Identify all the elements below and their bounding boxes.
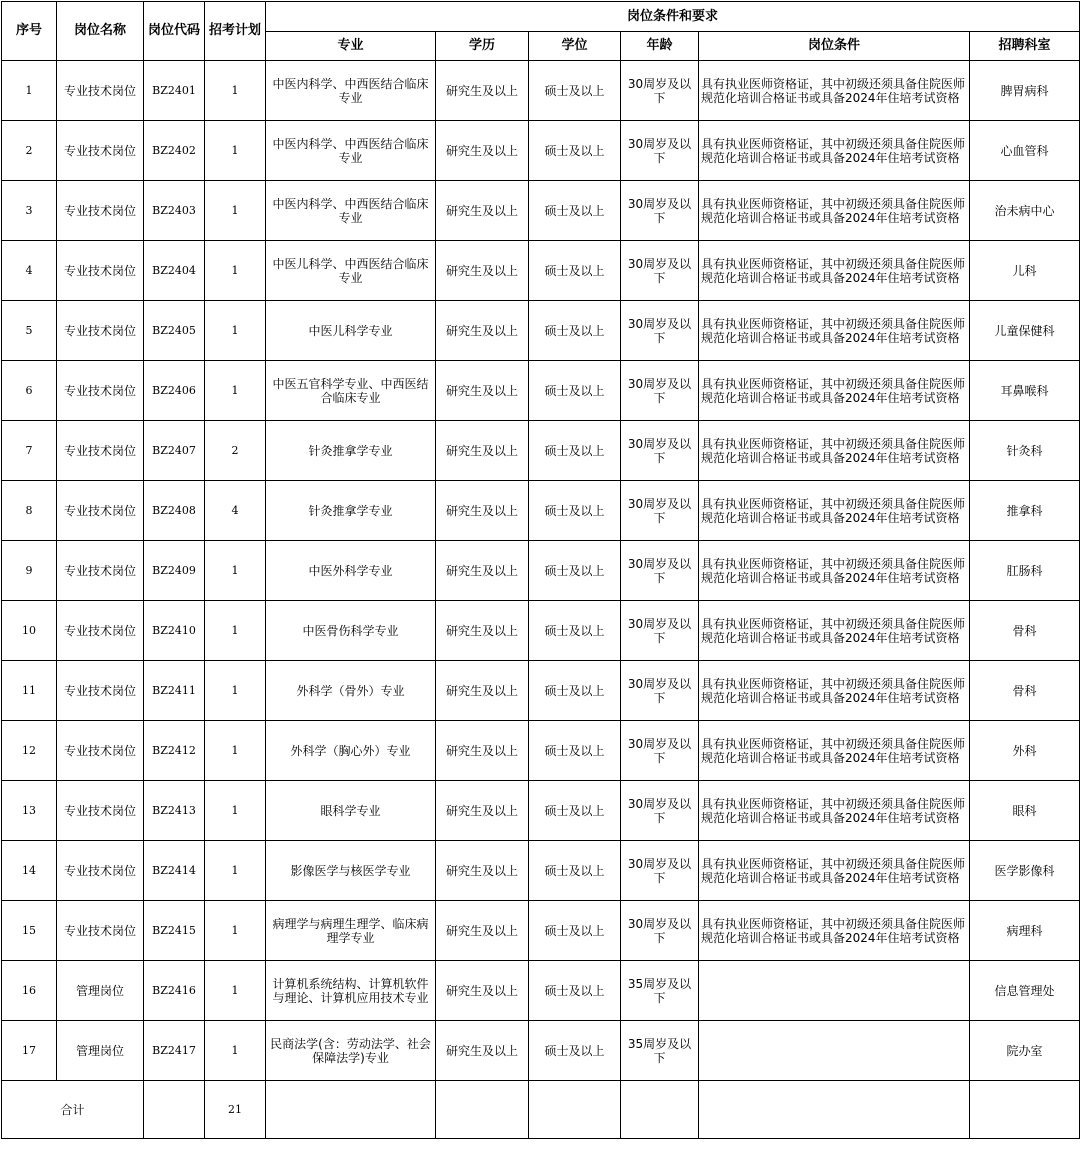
cell-plan: 1	[205, 301, 266, 361]
cell-major: 眼科学专业	[266, 781, 436, 841]
cell-degree: 硕士及以上	[529, 901, 621, 961]
cell-conditions: 具有执业医师资格证，其中初级还须具备住院医师规范化培训合格证书或具备2024年住培考试资格	[699, 241, 970, 301]
cell-department: 病理科	[970, 901, 1080, 961]
cell-plan: 1	[205, 241, 266, 301]
cell-age: 30周岁及以下	[621, 541, 699, 601]
table-row	[2, 1021, 1080, 1081]
cell-seq: 10	[2, 601, 57, 661]
cell-plan: 2	[205, 421, 266, 481]
cell-post-code: BZ2402	[144, 121, 205, 181]
cell-major: 针灸推拿学专业	[266, 481, 436, 541]
total-plan: 21	[205, 1081, 266, 1139]
cell-major: 影像医学与核医学专业	[266, 841, 436, 901]
cell-age: 30周岁及以下	[621, 481, 699, 541]
cell-education: 研究生及以上	[436, 181, 529, 241]
total-empty-education	[436, 1081, 529, 1139]
cell-seq: 16	[2, 961, 57, 1021]
cell-seq: 4	[2, 241, 57, 301]
header-age: 年龄	[621, 32, 699, 61]
cell-department: 儿童保健科	[970, 301, 1080, 361]
cell-age: 30周岁及以下	[621, 301, 699, 361]
cell-post-code: BZ2407	[144, 421, 205, 481]
cell-degree: 硕士及以上	[529, 781, 621, 841]
cell-plan: 1	[205, 601, 266, 661]
cell-age: 30周岁及以下	[621, 241, 699, 301]
cell-education: 研究生及以上	[436, 721, 529, 781]
table-row	[2, 721, 1080, 781]
cell-post-name: 专业技术岗位	[57, 601, 144, 661]
cell-department: 针灸科	[970, 421, 1080, 481]
cell-major: 中医内科学、中西医结合临床专业	[266, 181, 436, 241]
cell-post-name: 管理岗位	[57, 1021, 144, 1081]
table-row	[2, 781, 1080, 841]
cell-department: 肛肠科	[970, 541, 1080, 601]
cell-department: 骨科	[970, 601, 1080, 661]
cell-plan: 1	[205, 1021, 266, 1081]
table-row	[2, 961, 1080, 1021]
cell-major: 中医儿科学、中西医结合临床专业	[266, 241, 436, 301]
cell-seq: 8	[2, 481, 57, 541]
cell-post-name: 专业技术岗位	[57, 181, 144, 241]
cell-major: 中医内科学、中西医结合临床专业	[266, 121, 436, 181]
cell-department: 信息管理处	[970, 961, 1080, 1021]
cell-education: 研究生及以上	[436, 1021, 529, 1081]
cell-seq: 1	[2, 61, 57, 121]
cell-department: 骨科	[970, 661, 1080, 721]
table-row	[2, 841, 1080, 901]
table-row	[2, 421, 1080, 481]
cell-department: 推拿科	[970, 481, 1080, 541]
cell-major: 针灸推拿学专业	[266, 421, 436, 481]
header-major: 专业	[266, 32, 436, 61]
cell-post-code: BZ2401	[144, 61, 205, 121]
cell-education: 研究生及以上	[436, 361, 529, 421]
total-empty-conditions	[699, 1081, 970, 1139]
cell-department: 眼科	[970, 781, 1080, 841]
cell-plan: 1	[205, 901, 266, 961]
total-empty-code	[144, 1081, 205, 1139]
header-plan: 招考计划	[205, 2, 266, 61]
total-empty-major	[266, 1081, 436, 1139]
total-empty-department	[970, 1081, 1080, 1139]
cell-degree: 硕士及以上	[529, 241, 621, 301]
cell-education: 研究生及以上	[436, 781, 529, 841]
cell-post-code: BZ2416	[144, 961, 205, 1021]
cell-seq: 13	[2, 781, 57, 841]
cell-department: 治未病中心	[970, 181, 1080, 241]
table-row	[2, 301, 1080, 361]
header-post-code: 岗位代码	[144, 2, 205, 61]
cell-seq: 17	[2, 1021, 57, 1081]
recruitment-table	[1, 1, 1080, 1139]
cell-degree: 硕士及以上	[529, 721, 621, 781]
cell-plan: 1	[205, 961, 266, 1021]
cell-post-code: BZ2403	[144, 181, 205, 241]
cell-education: 研究生及以上	[436, 961, 529, 1021]
cell-education: 研究生及以上	[436, 481, 529, 541]
cell-seq: 9	[2, 541, 57, 601]
cell-major: 中医五官科学专业、中西医结合临床专业	[266, 361, 436, 421]
cell-seq: 5	[2, 301, 57, 361]
cell-conditions: 具有执业医师资格证，其中初级还须具备住院医师规范化培训合格证书或具备2024年住培考试资格	[699, 661, 970, 721]
cell-education: 研究生及以上	[436, 541, 529, 601]
cell-conditions: 具有执业医师资格证，其中初级还须具备住院医师规范化培训合格证书或具备2024年住培考试资格	[699, 541, 970, 601]
table-body	[2, 61, 1080, 1081]
cell-post-code: BZ2408	[144, 481, 205, 541]
cell-age: 30周岁及以下	[621, 841, 699, 901]
table-row	[2, 361, 1080, 421]
cell-major: 外科学（胸心外）专业	[266, 721, 436, 781]
cell-post-code: BZ2413	[144, 781, 205, 841]
cell-degree: 硕士及以上	[529, 481, 621, 541]
cell-plan: 4	[205, 481, 266, 541]
cell-department: 外科	[970, 721, 1080, 781]
cell-age: 35周岁及以下	[621, 1021, 699, 1081]
cell-post-name: 专业技术岗位	[57, 241, 144, 301]
cell-age: 30周岁及以下	[621, 181, 699, 241]
cell-post-name: 专业技术岗位	[57, 841, 144, 901]
total-empty-degree	[529, 1081, 621, 1139]
cell-conditions: 具有执业医师资格证，其中初级还须具备住院医师规范化培训合格证书或具备2024年住培考试资格	[699, 841, 970, 901]
cell-education: 研究生及以上	[436, 61, 529, 121]
cell-education: 研究生及以上	[436, 301, 529, 361]
cell-post-code: BZ2412	[144, 721, 205, 781]
cell-degree: 硕士及以上	[529, 541, 621, 601]
cell-conditions: 具有执业医师资格证，其中初级还须具备住院医师规范化培训合格证书或具备2024年住培考试资格	[699, 481, 970, 541]
cell-post-name: 专业技术岗位	[57, 781, 144, 841]
total-empty-age	[621, 1081, 699, 1139]
cell-plan: 1	[205, 61, 266, 121]
cell-education: 研究生及以上	[436, 601, 529, 661]
cell-conditions: 具有执业医师资格证，其中初级还须具备住院医师规范化培训合格证书或具备2024年住培考试资格	[699, 61, 970, 121]
cell-plan: 1	[205, 541, 266, 601]
header-conditions: 岗位条件	[699, 32, 970, 61]
cell-plan: 1	[205, 181, 266, 241]
cell-degree: 硕士及以上	[529, 361, 621, 421]
cell-degree: 硕士及以上	[529, 301, 621, 361]
cell-major: 外科学（骨外）专业	[266, 661, 436, 721]
table-row	[2, 481, 1080, 541]
cell-education: 研究生及以上	[436, 121, 529, 181]
cell-major: 病理学与病理生理学、临床病理学专业	[266, 901, 436, 961]
cell-conditions: 具有执业医师资格证，其中初级还须具备住院医师规范化培训合格证书或具备2024年住培考试资格	[699, 721, 970, 781]
cell-degree: 硕士及以上	[529, 661, 621, 721]
cell-degree: 硕士及以上	[529, 121, 621, 181]
cell-post-code: BZ2411	[144, 661, 205, 721]
cell-major: 中医内科学、中西医结合临床专业	[266, 61, 436, 121]
cell-education: 研究生及以上	[436, 841, 529, 901]
cell-seq: 14	[2, 841, 57, 901]
cell-degree: 硕士及以上	[529, 601, 621, 661]
cell-degree: 硕士及以上	[529, 181, 621, 241]
cell-degree: 硕士及以上	[529, 961, 621, 1021]
cell-seq: 11	[2, 661, 57, 721]
cell-post-code: BZ2414	[144, 841, 205, 901]
cell-plan: 1	[205, 121, 266, 181]
table-row	[2, 661, 1080, 721]
table-row	[2, 61, 1080, 121]
cell-conditions	[699, 961, 970, 1021]
cell-conditions: 具有执业医师资格证，其中初级还须具备住院医师规范化培训合格证书或具备2024年住培考试资格	[699, 121, 970, 181]
header-department: 招聘科室	[970, 32, 1080, 61]
cell-conditions: 具有执业医师资格证，其中初级还须具备住院医师规范化培训合格证书或具备2024年住培考试资格	[699, 421, 970, 481]
cell-seq: 2	[2, 121, 57, 181]
cell-age: 30周岁及以下	[621, 661, 699, 721]
cell-post-name: 专业技术岗位	[57, 61, 144, 121]
cell-post-name: 专业技术岗位	[57, 121, 144, 181]
cell-age: 30周岁及以下	[621, 121, 699, 181]
cell-plan: 1	[205, 781, 266, 841]
cell-post-name: 专业技术岗位	[57, 421, 144, 481]
cell-degree: 硕士及以上	[529, 1021, 621, 1081]
cell-conditions: 具有执业医师资格证，其中初级还须具备住院医师规范化培训合格证书或具备2024年住培考试资格	[699, 361, 970, 421]
cell-seq: 6	[2, 361, 57, 421]
cell-plan: 1	[205, 361, 266, 421]
cell-seq: 3	[2, 181, 57, 241]
cell-department: 院办室	[970, 1021, 1080, 1081]
cell-degree: 硕士及以上	[529, 61, 621, 121]
cell-post-name: 专业技术岗位	[57, 361, 144, 421]
cell-post-code: BZ2410	[144, 601, 205, 661]
cell-conditions: 具有执业医师资格证，其中初级还须具备住院医师规范化培训合格证书或具备2024年住培考试资格	[699, 301, 970, 361]
cell-post-name: 专业技术岗位	[57, 901, 144, 961]
table-row	[2, 241, 1080, 301]
cell-department: 医学影像科	[970, 841, 1080, 901]
cell-degree: 硕士及以上	[529, 841, 621, 901]
header-degree: 学位	[529, 32, 621, 61]
header-group-requirements: 岗位条件和要求	[266, 2, 1080, 32]
cell-plan: 1	[205, 721, 266, 781]
cell-age: 30周岁及以下	[621, 781, 699, 841]
cell-degree: 硕士及以上	[529, 421, 621, 481]
cell-education: 研究生及以上	[436, 661, 529, 721]
cell-post-name: 专业技术岗位	[57, 481, 144, 541]
cell-post-code: BZ2415	[144, 901, 205, 961]
header-seq: 序号	[2, 2, 57, 61]
cell-department: 脾胃病科	[970, 61, 1080, 121]
cell-major: 民商法学(含：劳动法学、社会保障法学)专业	[266, 1021, 436, 1081]
cell-age: 30周岁及以下	[621, 361, 699, 421]
table-row	[2, 121, 1080, 181]
cell-conditions: 具有执业医师资格证，其中初级还须具备住院医师规范化培训合格证书或具备2024年住培考试资格	[699, 901, 970, 961]
table-row	[2, 601, 1080, 661]
cell-department: 心血管科	[970, 121, 1080, 181]
cell-post-name: 管理岗位	[57, 961, 144, 1021]
cell-plan: 1	[205, 841, 266, 901]
total-label: 合计	[2, 1081, 144, 1139]
cell-post-code: BZ2417	[144, 1021, 205, 1081]
cell-post-name: 专业技术岗位	[57, 541, 144, 601]
cell-age: 30周岁及以下	[621, 901, 699, 961]
cell-age: 35周岁及以下	[621, 961, 699, 1021]
cell-post-code: BZ2406	[144, 361, 205, 421]
cell-major: 计算机系统结构、计算机软件与理论、计算机应用技术专业	[266, 961, 436, 1021]
cell-age: 30周岁及以下	[621, 721, 699, 781]
cell-age: 30周岁及以下	[621, 61, 699, 121]
cell-conditions	[699, 1021, 970, 1081]
cell-department: 耳鼻喉科	[970, 361, 1080, 421]
cell-age: 30周岁及以下	[621, 601, 699, 661]
cell-conditions: 具有执业医师资格证，其中初级还须具备住院医师规范化培训合格证书或具备2024年住培考试资格	[699, 601, 970, 661]
cell-post-name: 专业技术岗位	[57, 301, 144, 361]
cell-major: 中医骨伤科学专业	[266, 601, 436, 661]
cell-conditions: 具有执业医师资格证，其中初级还须具备住院医师规范化培训合格证书或具备2024年住培考试资格	[699, 181, 970, 241]
cell-post-name: 专业技术岗位	[57, 661, 144, 721]
table-row	[2, 901, 1080, 961]
cell-post-name: 专业技术岗位	[57, 721, 144, 781]
cell-post-code: BZ2404	[144, 241, 205, 301]
cell-age: 30周岁及以下	[621, 421, 699, 481]
header-post-name: 岗位名称	[57, 2, 144, 61]
cell-department: 儿科	[970, 241, 1080, 301]
cell-post-code: BZ2405	[144, 301, 205, 361]
cell-post-code: BZ2409	[144, 541, 205, 601]
cell-plan: 1	[205, 661, 266, 721]
cell-education: 研究生及以上	[436, 901, 529, 961]
header-education: 学历	[436, 32, 529, 61]
cell-education: 研究生及以上	[436, 241, 529, 301]
cell-seq: 7	[2, 421, 57, 481]
cell-major: 中医儿科学专业	[266, 301, 436, 361]
table-row	[2, 181, 1080, 241]
cell-education: 研究生及以上	[436, 421, 529, 481]
table-row	[2, 541, 1080, 601]
cell-seq: 12	[2, 721, 57, 781]
cell-major: 中医外科学专业	[266, 541, 436, 601]
cell-conditions: 具有执业医师资格证，其中初级还须具备住院医师规范化培训合格证书或具备2024年住培考试资格	[699, 781, 970, 841]
cell-seq: 15	[2, 901, 57, 961]
